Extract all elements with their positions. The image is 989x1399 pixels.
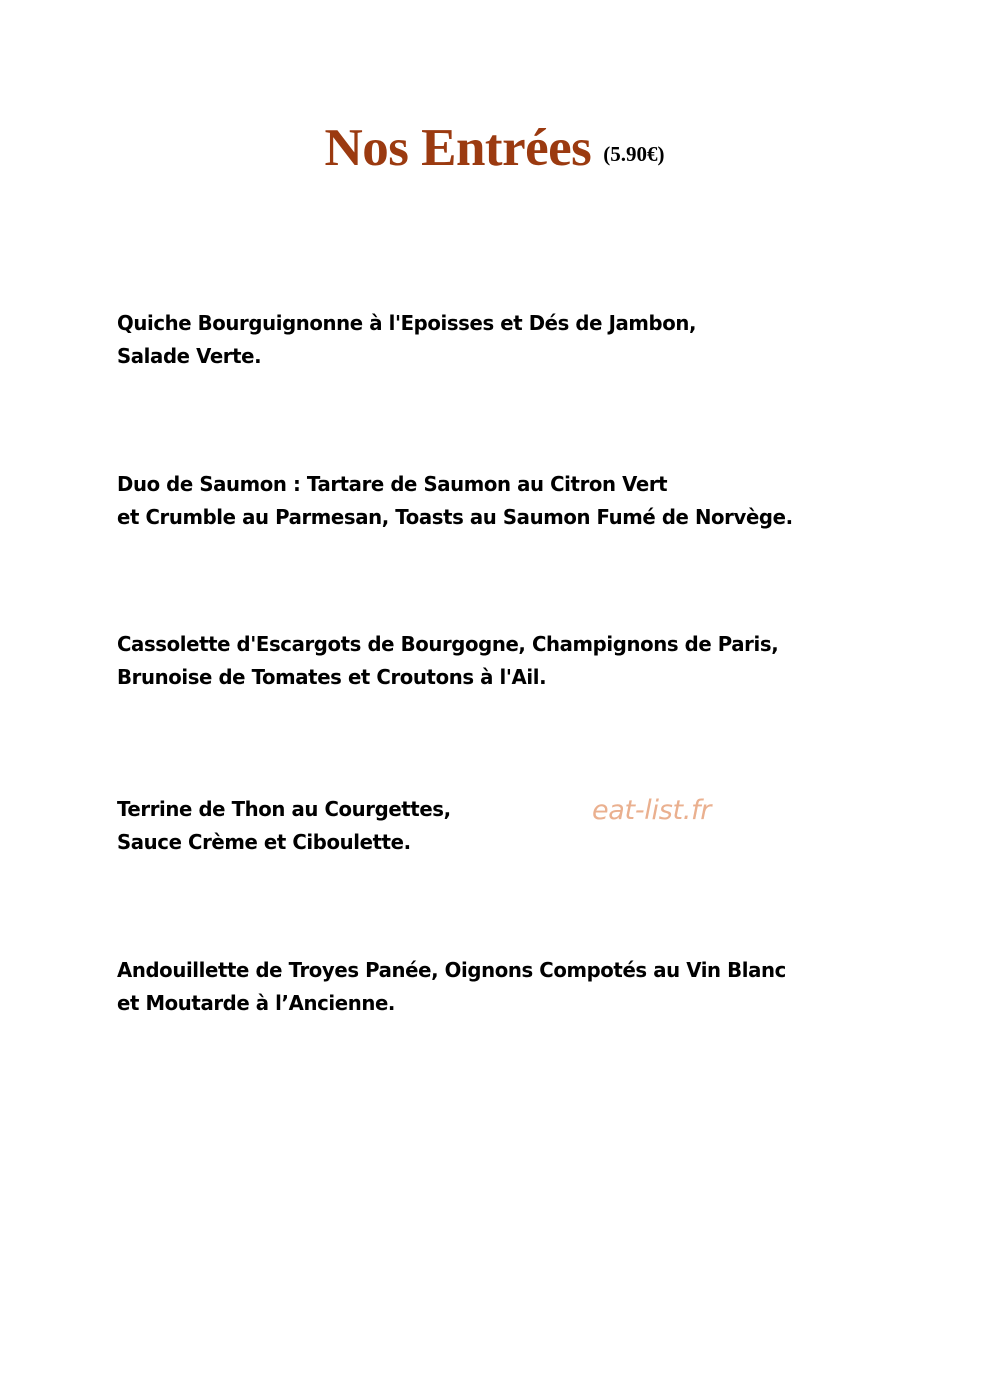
dish-line: et Moutarde à l’Ancienne. bbox=[117, 991, 396, 1015]
dish-item bbox=[117, 793, 885, 859]
menu-title: Nos Entrées bbox=[324, 119, 592, 177]
dish-line: Salade Verte. bbox=[117, 344, 262, 368]
watermark: eat-list.fr bbox=[592, 795, 712, 826]
dish-item bbox=[117, 954, 885, 1020]
menu-header bbox=[0, 118, 989, 178]
dish-line: Cassolette d'Escargots de Bourgogne, Champignons de Paris, bbox=[117, 632, 779, 656]
dish-line: et Crumble au Parmesan, Toasts au Saumon Fumé de Norvège. bbox=[117, 505, 793, 529]
dish-line: Sauce Crème et Ciboulette. bbox=[117, 830, 411, 854]
dish-item bbox=[117, 628, 885, 694]
dish-item bbox=[117, 307, 885, 373]
dish-line: Quiche Bourguignonne à l'Epoisses et Dés de Jambon, bbox=[117, 311, 697, 335]
dish-item bbox=[117, 468, 885, 534]
dish-line: Brunoise de Tomates et Croutons à l'Ail. bbox=[117, 665, 547, 689]
dish-line: Terrine de Thon au Courgettes, bbox=[117, 797, 451, 821]
dish-line: Andouillette de Troyes Panée, Oignons Compotés au Vin Blanc bbox=[117, 958, 786, 982]
dish-line: Duo de Saumon : Tartare de Saumon au Citron Vert bbox=[117, 472, 668, 496]
menu-price: (5.90€) bbox=[603, 142, 665, 166]
